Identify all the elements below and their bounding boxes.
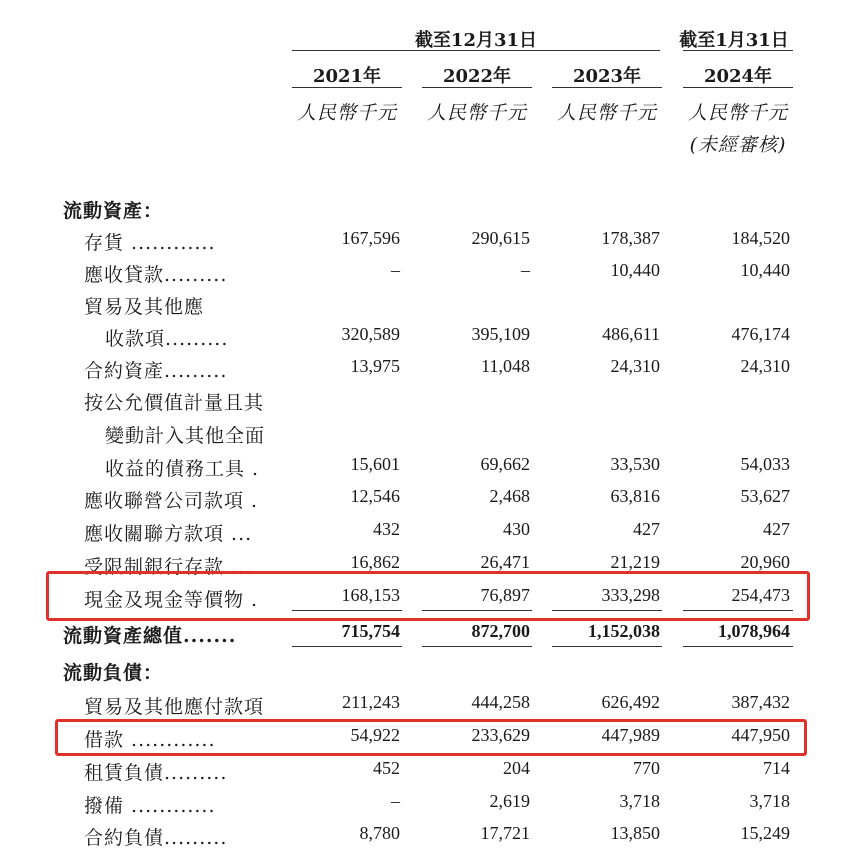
subtotal-rule-2024	[683, 610, 793, 611]
table-row	[0, 692, 857, 722]
cell-2021: 168,153	[341, 585, 400, 605]
cell-2023: 486,611	[602, 324, 660, 344]
year-rule-2023	[552, 87, 662, 88]
row-label: 變動計入其他全面	[105, 425, 266, 447]
table-row	[0, 356, 857, 386]
unaudited-note: (未經審核)	[689, 134, 787, 156]
row-label: 應收貸款.........	[84, 264, 228, 286]
section-current-liabilities	[0, 658, 857, 688]
cell-2023: 178,387	[601, 228, 660, 248]
cell-2023: 770	[633, 758, 660, 778]
row-label: 貿易及其他應	[84, 296, 205, 318]
table-row	[0, 486, 857, 516]
cell-2021: –	[391, 791, 400, 811]
cell-2022: 204	[503, 758, 530, 778]
table-row	[0, 324, 857, 354]
year-2022: 2022年	[442, 66, 512, 87]
row-label: 存貨 ............	[84, 232, 216, 254]
table-row	[0, 260, 857, 290]
row-label: 貿易及其他應付款項	[84, 696, 265, 718]
cell-2023: 21,219	[610, 552, 660, 572]
section-label: 流動資產：	[63, 200, 164, 222]
table-row	[0, 519, 857, 549]
table-row	[0, 292, 857, 322]
cell-2021: 15,601	[350, 454, 400, 474]
cell-2021: –	[391, 260, 400, 280]
cell-2022: 430	[503, 519, 530, 539]
cell-2022: 444,258	[471, 692, 530, 712]
row-label: 流動資產總值.......	[63, 625, 237, 647]
cell-2021: 715,754	[341, 621, 400, 641]
unit-2021: 人民幣千元	[296, 102, 397, 124]
row-label: 租賃負債.........	[84, 762, 228, 784]
cell-2022: 872,700	[471, 621, 530, 641]
cell-2024: 476,174	[731, 324, 790, 344]
cell-2024: 15,249	[740, 823, 790, 843]
cell-2022: 26,471	[480, 552, 530, 572]
total-rule-2022	[422, 646, 532, 647]
cell-2021: 13,975	[350, 356, 400, 376]
cell-2023: 333,298	[601, 585, 660, 605]
unit-2024: 人民幣千元	[687, 102, 788, 124]
cell-2023: 3,718	[619, 791, 660, 811]
cell-2024: 10,440	[740, 260, 790, 280]
cell-2024: 1,078,964	[718, 621, 790, 641]
cell-2022: 17,721	[480, 823, 530, 843]
cell-2023: 24,310	[610, 356, 660, 376]
cell-2024: 254,473	[731, 585, 790, 605]
cell-2023: 13,850	[610, 823, 660, 843]
cell-2021: 452	[373, 758, 400, 778]
cell-2024: 447,950	[731, 725, 790, 745]
cell-2023: 10,440	[610, 260, 660, 280]
year-2023: 2023年	[572, 66, 642, 87]
cell-2021: 167,596	[341, 228, 400, 248]
cell-2021: 320,589	[341, 324, 400, 344]
row-label: 借款 ............	[84, 729, 216, 751]
table-row	[0, 388, 857, 418]
cell-2023: 427	[633, 519, 660, 539]
cell-2023: 63,816	[610, 486, 660, 506]
table-row	[0, 421, 857, 451]
table-row	[0, 228, 857, 258]
table-row	[0, 823, 857, 853]
unit-2022: 人民幣千元	[426, 102, 527, 124]
year-rule-2022	[422, 87, 532, 88]
cell-2024: 427	[763, 519, 790, 539]
cell-2022: 2,619	[489, 791, 530, 811]
cell-2022: 290,615	[471, 228, 530, 248]
cell-2021: 54,922	[350, 725, 400, 745]
cell-2024: 3,718	[749, 791, 790, 811]
cell-2022: 2,468	[489, 486, 530, 506]
header-rule-jan	[683, 50, 793, 51]
total-rule-2023	[552, 646, 662, 647]
cell-2021: 12,546	[350, 486, 400, 506]
cell-2021: 8,780	[359, 823, 400, 843]
cell-2021: 432	[373, 519, 400, 539]
row-label: 收益的債務工具 .	[105, 458, 260, 480]
cell-2024: 20,960	[740, 552, 790, 572]
header-dec31: 截至12月31日	[414, 30, 538, 51]
cell-2024: 53,627	[740, 486, 790, 506]
row-label: 按公允價值計量且其	[84, 392, 265, 414]
section-label: 流動負債：	[63, 662, 164, 684]
cell-2023: 626,492	[601, 692, 660, 712]
cell-2022: 395,109	[471, 324, 530, 344]
cell-2021: 211,243	[342, 692, 400, 712]
cell-2024: 184,520	[731, 228, 790, 248]
header-jan31: 截至1月31日	[679, 30, 789, 51]
cell-2023: 1,152,038	[588, 621, 660, 641]
year-2021: 2021年	[312, 66, 382, 87]
cell-2024: 54,033	[740, 454, 790, 474]
year-rule-2021	[292, 87, 402, 88]
cell-2023: 447,989	[601, 725, 660, 745]
row-label: 應收關聯方款項 ...	[84, 523, 253, 545]
row-label: 合約資產.........	[84, 360, 228, 382]
year-rule-2024	[683, 87, 793, 88]
total-rule-2024	[683, 646, 793, 647]
cell-2022: 76,897	[480, 585, 530, 605]
cell-2021: 16,862	[350, 552, 400, 572]
table-row	[0, 454, 857, 484]
total-rule-2021	[292, 646, 402, 647]
row-label: 受限制銀行存款 ...	[84, 556, 253, 578]
table-row	[0, 725, 857, 755]
header-rule-dec	[292, 50, 660, 51]
subtotal-rule-2023	[552, 610, 662, 611]
cell-2024: 24,310	[740, 356, 790, 376]
cell-2023: 33,530	[610, 454, 660, 474]
row-label: 撥備 ............	[84, 795, 216, 817]
unit-2023: 人民幣千元	[556, 102, 657, 124]
row-label: 應收聯營公司款項 .	[84, 490, 259, 512]
year-2024: 2024年	[703, 66, 773, 87]
cell-2022: –	[521, 260, 530, 280]
cell-2022: 69,662	[480, 454, 530, 474]
table-row	[0, 758, 857, 788]
cell-2024: 387,432	[731, 692, 790, 712]
row-label: 收款項.........	[105, 328, 229, 350]
row-label: 合約負債.........	[84, 827, 228, 849]
cell-2022: 233,629	[471, 725, 530, 745]
subtotal-rule-2021	[292, 610, 402, 611]
cell-2022: 11,048	[481, 356, 530, 376]
table-row	[0, 791, 857, 821]
row-label: 現金及現金等價物 .	[84, 589, 259, 611]
cell-2024: 714	[763, 758, 790, 778]
subtotal-rule-2022	[422, 610, 532, 611]
section-current-assets	[0, 196, 857, 226]
